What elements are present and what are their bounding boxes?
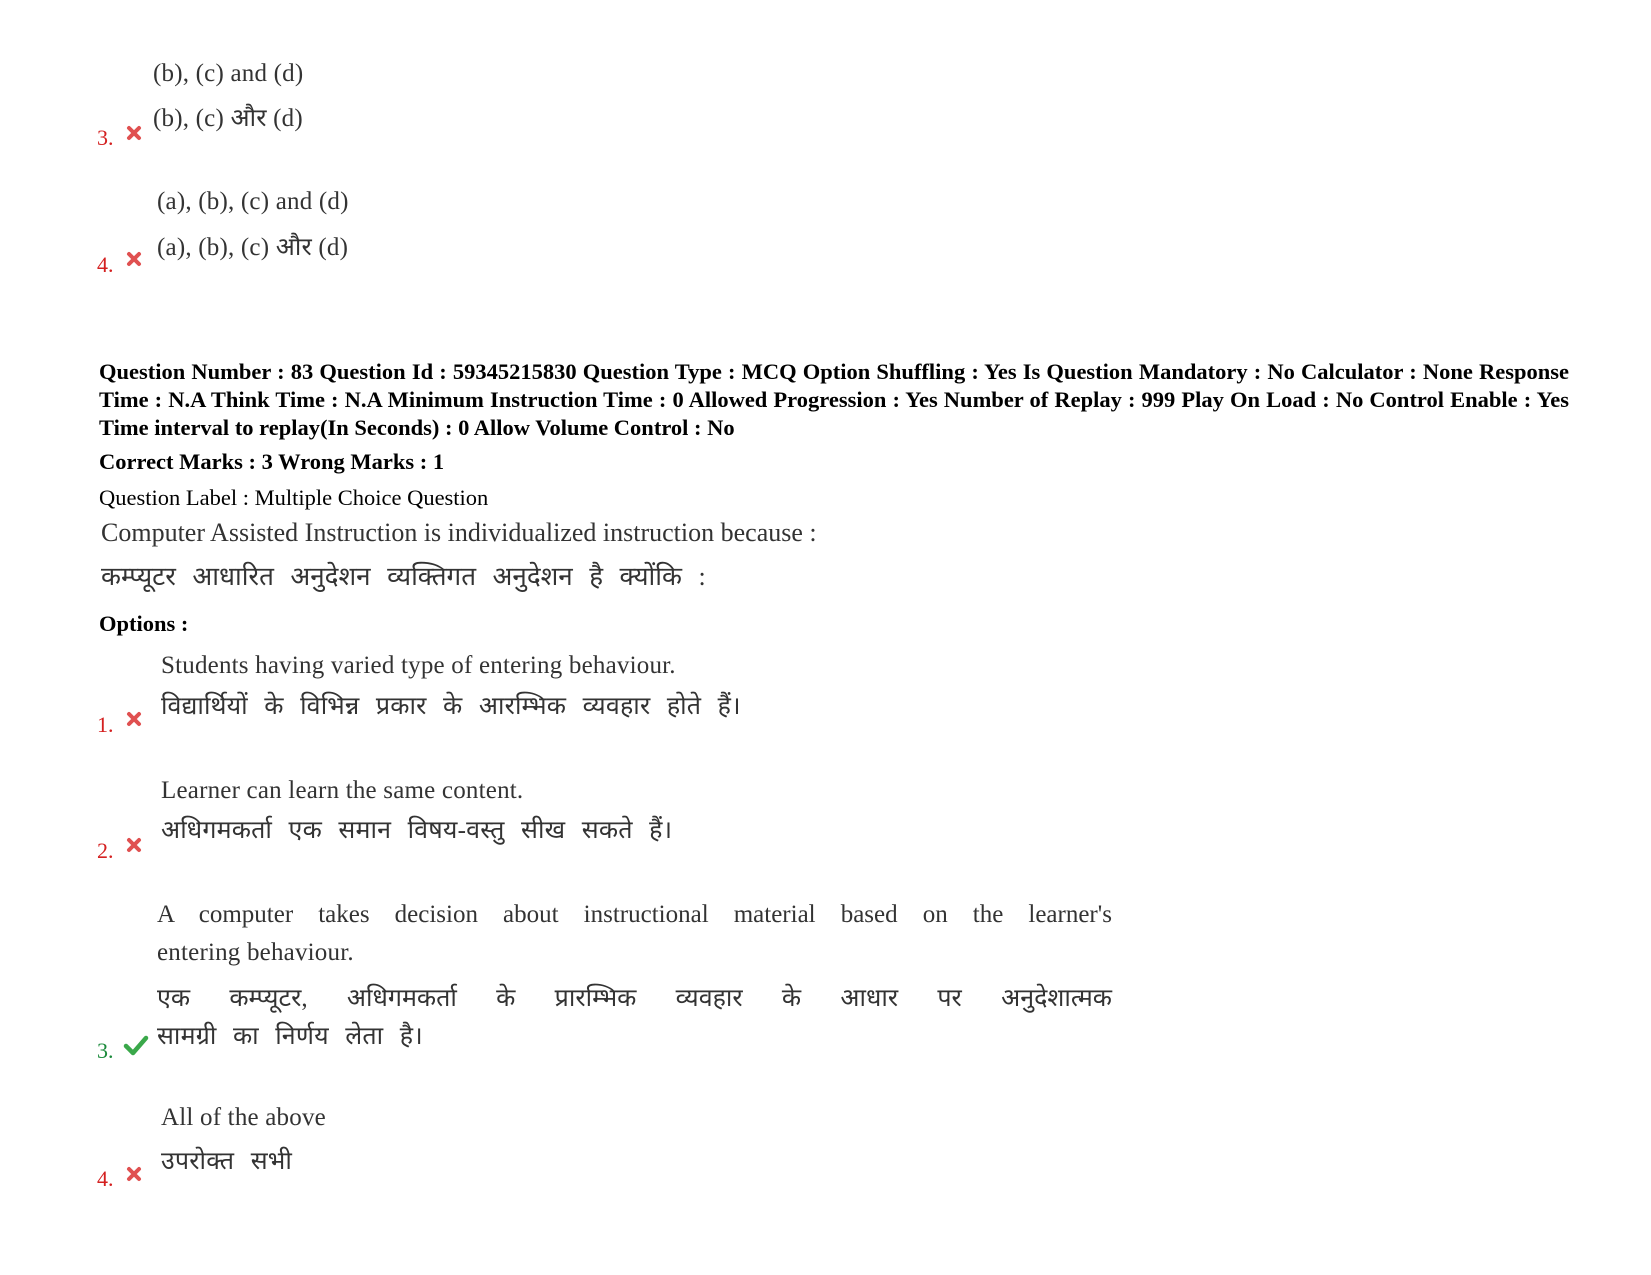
- option-text-hindi-line-1: एक कम्प्यूटर, अधिगमकर्ता के प्रारम्भिक व्यवहार के आधार पर अनुदेशात्मक: [157, 985, 1112, 1012]
- option-text-english-line-1: A computer takes decision about instructional material based on the learner's: [157, 901, 1112, 928]
- option-text-hindi: (a), (b), (c) और (d): [157, 234, 349, 261]
- question-meta: Question Number : 83 Question Id : 59345215830 Question Type : MCQ Option Shuffling : Yes Is Question Mandatory : No Calculator : None Response Time : N.A Think Time : N.A Minimum Instruction Time : 0 Allowed Progression : Yes Number of Replay : 999 Play On Load : No Control Enable : Yes Time interval to replay(In Seconds) : 0 Allow Volume Control : No: [99, 359, 1569, 440]
- option-text-english-line-2: entering behaviour.: [157, 939, 354, 966]
- cross-icon: [125, 250, 145, 270]
- option-text-english: (a), (b), (c) and (d): [157, 188, 349, 215]
- option-text-hindi: अधिगमकर्ता एक समान विषय-वस्तु सीख सकते हैं।: [161, 817, 673, 844]
- option-text-hindi: विद्यार्थियों के विभिन्न प्रकार के आरम्भिक व्यवहार होते हैं।: [161, 693, 741, 720]
- option-text-hindi: (b), (c) और (d): [153, 105, 303, 132]
- cross-icon: [125, 836, 145, 856]
- option-number: 4.: [97, 1166, 114, 1191]
- question-label: Question Label : Multiple Choice Question: [99, 485, 489, 510]
- cross-icon: [125, 710, 145, 730]
- option-number: 4.: [97, 252, 114, 277]
- check-icon: [123, 1034, 149, 1056]
- option-number: 3.: [97, 125, 114, 150]
- cross-icon: [125, 1165, 145, 1185]
- option-number: 1.: [97, 712, 114, 737]
- question-text-hindi: कम्प्यूटर आधारित अनुदेशन व्यक्तिगत अनुदेशन है क्योंकि :: [101, 562, 706, 591]
- option-text-english: Learner can learn the same content.: [161, 777, 524, 804]
- option-text-english: Students having varied type of entering behaviour.: [161, 652, 676, 679]
- option-number: 2.: [97, 838, 114, 863]
- cross-icon: [125, 124, 145, 144]
- options-heading: Options :: [99, 611, 189, 636]
- option-text-english: All of the above: [161, 1104, 326, 1131]
- option-text-hindi: उपरोक्त सभी: [161, 1148, 293, 1175]
- option-text-hindi-line-2: सामग्री का निर्णय लेता है।: [157, 1023, 423, 1050]
- option-text-english: (b), (c) and (d): [153, 60, 304, 87]
- option-number: 3.: [97, 1038, 114, 1063]
- marks-info: Correct Marks : 3 Wrong Marks : 1: [99, 449, 445, 474]
- question-text-english: Computer Assisted Instruction is individualized instruction because :: [101, 518, 817, 547]
